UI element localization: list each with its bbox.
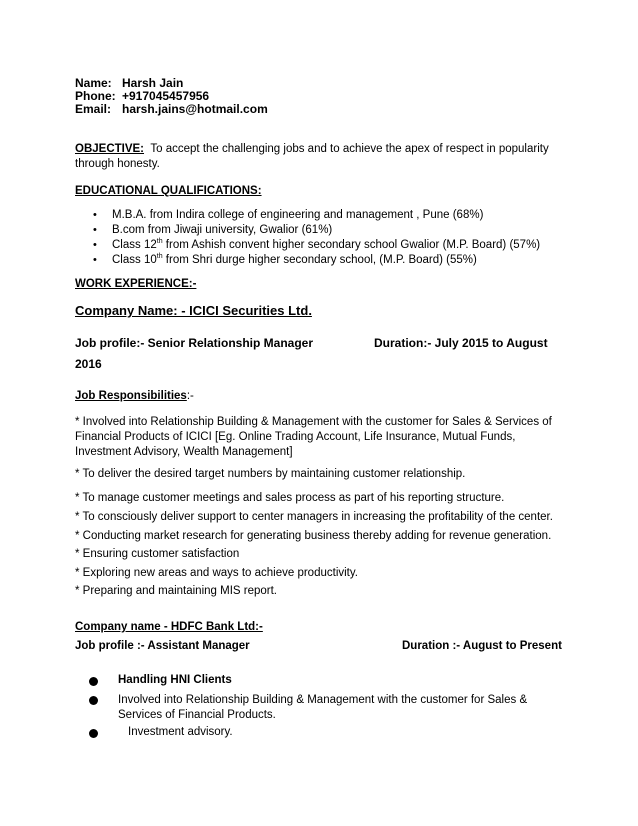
responsibility-item: * Involved into Relationship Building & Management with the customer for Sales & Services of Financial Products of ICICI [Eg. Online Trading Account, Life Insurance, Mutual Funds, Investment Advisory, Wealth Management] (75, 416, 552, 458)
company1-name: Company Name: - ICICI Securities Ltd. (75, 303, 312, 318)
objective-heading: OBJECTIVE: (75, 143, 145, 155)
company2-item: Involved into Relationship Building & Management with the customer for Sales & Services of Financial Products. (118, 694, 528, 721)
bullet-icon: • (93, 224, 97, 236)
responsibility-item: * Preparing and maintaining MIS report. (75, 585, 277, 597)
phone-value: +917045457956 (122, 89, 210, 103)
responsibility-item: * Exploring new areas and ways to achieve productivity. (75, 567, 358, 579)
phone-label: Phone: (75, 89, 116, 103)
bullet-dot-icon (89, 729, 98, 738)
company2-item: Investment advisory. (128, 726, 233, 738)
responsibilities-heading: Job Responsibilities (75, 390, 187, 402)
company1-duration: Duration:- July 2015 to August (374, 336, 548, 350)
company1-duration-cont: 2016 (75, 357, 102, 371)
work-heading: WORK EXPERIENCE:- (75, 278, 197, 290)
email-label: Email: (75, 102, 112, 116)
name-value: Harsh Jain (122, 76, 184, 90)
objective-text-2: through honesty. (75, 158, 160, 170)
education-item: M.B.A. from Indira college of engineering and management , Pune (68%) (112, 209, 484, 221)
education-heading: EDUCATIONAL QUALIFICATIONS: (75, 185, 262, 197)
name-label: Name: (75, 76, 112, 90)
responsibility-item: * Conducting market research for generating business thereby adding for revenue generation. (75, 530, 552, 542)
company2-item: Handling HNI Clients (118, 674, 232, 686)
education-item: B.com from Jiwaji university, Gwalior (61%) (112, 224, 333, 236)
company2-duration: Duration :- August to Present (402, 640, 562, 652)
education-item: Class 12th from Ashish convent higher secondary school Gwalior (M.P. Board) (57%) (112, 238, 541, 251)
objective-line1 (75, 143, 549, 155)
email-value: harsh.jains@hotmail.com (122, 102, 268, 116)
responsibility-item: * To deliver the desired target numbers by maintaining customer relationship. (75, 468, 466, 480)
bullet-icon: • (93, 239, 97, 251)
bullet-dot-icon (89, 677, 98, 686)
education-item: Class 10th from Shri durge higher secondary school, (M.P. Board) (55%) (112, 253, 477, 266)
bullet-dot-icon (89, 696, 98, 705)
responsibilities-title: Job Responsibilities:- (75, 390, 194, 402)
responsibility-item: * To manage customer meetings and sales process as part of his reporting structure. (75, 492, 505, 504)
objective-text-1: To accept the challenging jobs and to achieve the apex of respect in popularity (150, 143, 549, 155)
company2-name: Company name - HDFC Bank Ltd:- (75, 621, 263, 633)
bullet-icon: • (93, 209, 97, 221)
responsibility-item: * To consciously deliver support to center managers in increasing the profitability of the center. (75, 511, 553, 523)
responsibility-item: * Ensuring customer satisfaction (75, 548, 240, 560)
company2-job-profile: Job profile :- Assistant Manager (75, 640, 250, 652)
bullet-icon: • (93, 254, 97, 266)
company1-job-profile: Job profile:- Senior Relationship Manager (75, 336, 314, 350)
